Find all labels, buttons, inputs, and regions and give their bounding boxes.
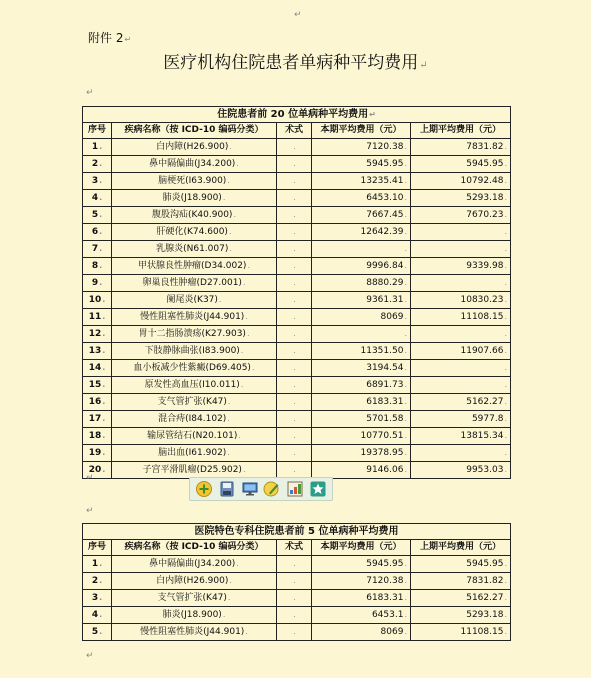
header-cell: 上期平均费用（元）: [411, 540, 511, 556]
table-header-row: [83, 540, 511, 556]
document-title: 医疗机构住院患者单病种平均费用↵: [163, 53, 428, 73]
surgery-method: .: [277, 360, 312, 377]
surgery-method: .: [277, 309, 312, 326]
surgery-method: .: [277, 445, 312, 462]
disease-name: 输尿管结石(N20.101).: [112, 428, 277, 445]
row-number: 16.: [83, 394, 112, 411]
previous-cost: .: [411, 377, 511, 394]
add-icon[interactable]: [195, 480, 213, 498]
previous-cost: .: [411, 360, 511, 377]
surgery-method: .: [277, 173, 312, 190]
row-number: 18.: [83, 428, 112, 445]
surgery-method: .: [277, 624, 312, 641]
table-row: [83, 445, 511, 462]
table-row: [83, 607, 511, 624]
surgery-method: .: [277, 556, 312, 573]
row-number: 19.: [83, 445, 112, 462]
previous-cost: .: [411, 241, 511, 258]
table-row: [83, 343, 511, 360]
surgery-method: .: [277, 224, 312, 241]
previous-cost: 11108.15.: [411, 309, 511, 326]
row-number: 9.: [83, 275, 112, 292]
table-row: [83, 207, 511, 224]
surgery-method: .: [277, 190, 312, 207]
row-number: 12.: [83, 326, 112, 343]
surgery-method: .: [277, 411, 312, 428]
annex-label: 附件 2↵: [88, 31, 132, 45]
header-cell: 疾病名称（按 ICD-10 编码分类）: [112, 540, 277, 556]
previous-cost: 10830.23.: [411, 292, 511, 309]
row-number: 2.: [83, 156, 112, 173]
disease-name: 脑出血(I61.902).: [112, 445, 277, 462]
disease-name: 肺炎(J18.900).: [112, 607, 277, 624]
row-number: 15.: [83, 377, 112, 394]
table-row: [83, 241, 511, 258]
paragraph-mark: ↵: [86, 651, 94, 661]
table-row: [83, 309, 511, 326]
specialty-cost-table: [82, 523, 511, 641]
row-number: 14.: [83, 360, 112, 377]
disease-name: 乳腺炎(N61.007).: [112, 241, 277, 258]
surgery-method: .: [277, 377, 312, 394]
surgery-method: .: [277, 156, 312, 173]
row-number: 3.: [83, 173, 112, 190]
edit-icon[interactable]: [263, 480, 281, 498]
table-row: [83, 573, 511, 590]
header-cell: 疾病名称（按 ICD-10 编码分类）: [112, 123, 277, 139]
disease-name: 鼻中隔偏曲(J34.200).: [112, 556, 277, 573]
disease-name: 支气管扩张(K47).: [112, 590, 277, 607]
previous-cost: 11108.15.: [411, 624, 511, 641]
table-row: [83, 292, 511, 309]
current-cost: 8069.: [312, 624, 411, 641]
row-number: 7.: [83, 241, 112, 258]
monitor-icon[interactable]: [241, 480, 259, 498]
paragraph-mark: ↵: [294, 10, 302, 20]
current-cost: 6183.31.: [312, 590, 411, 607]
current-cost: 6453.1.: [312, 607, 411, 624]
row-number: 13.: [83, 343, 112, 360]
surgery-method: .: [277, 292, 312, 309]
table-row: [83, 377, 511, 394]
previous-cost: 5293.18.: [411, 190, 511, 207]
header-cell: 序号: [83, 540, 112, 556]
table-row: [83, 624, 511, 641]
disease-name: 甲状腺良性肿瘤(D34.002).: [112, 258, 277, 275]
previous-cost: .: [411, 224, 511, 241]
surgery-method: .: [277, 139, 312, 156]
current-cost: .: [312, 326, 411, 343]
current-cost: 19378.95.: [312, 445, 411, 462]
row-number: 1.: [83, 556, 112, 573]
current-cost: 6891.73.: [312, 377, 411, 394]
disease-name: 阑尾炎(K37).: [112, 292, 277, 309]
single-disease-cost-table: [82, 106, 511, 479]
header-cell: 术式: [277, 540, 312, 556]
surgery-method: .: [277, 275, 312, 292]
row-number: 6.: [83, 224, 112, 241]
table-caption: 住院患者前 20 位单病种平均费用↵: [83, 107, 511, 123]
surgery-method: .: [277, 394, 312, 411]
table-row: [83, 411, 511, 428]
paragraph-mark: ↵: [86, 473, 94, 483]
table-row: [83, 428, 511, 445]
previous-cost: 5162.27.: [411, 590, 511, 607]
current-cost: 5945.95.: [312, 156, 411, 173]
table-row: [83, 173, 511, 190]
previous-cost: 5945.95.: [411, 556, 511, 573]
previous-cost: 5162.27.: [411, 394, 511, 411]
current-cost: 8880.29.: [312, 275, 411, 292]
current-cost: 8069.: [312, 309, 411, 326]
disease-name: 白内障(H26.900).: [112, 573, 277, 590]
surgery-method: .: [277, 343, 312, 360]
current-cost: .: [312, 241, 411, 258]
table-row: [83, 275, 511, 292]
header-cell: 上期平均费用（元）: [411, 123, 511, 139]
disease-name: 下肢静脉曲张(I83.900).: [112, 343, 277, 360]
disease-name: 胃十二指肠溃疡(K27.903).: [112, 326, 277, 343]
previous-cost: 9339.98.: [411, 258, 511, 275]
table-row: [83, 462, 511, 479]
disease-name: 脑梗死(I63.900).: [112, 173, 277, 190]
disease-name: 原发性高血压(I10.011).: [112, 377, 277, 394]
disease-name: 鼻中隔偏曲(J34.200).: [112, 156, 277, 173]
row-number: 17.: [83, 411, 112, 428]
table-caption-row: [83, 107, 511, 123]
save-icon[interactable]: [218, 480, 236, 498]
current-cost: 9146.06.: [312, 462, 411, 479]
table-row: [83, 326, 511, 343]
surgery-method: .: [277, 326, 312, 343]
table-row: [83, 224, 511, 241]
row-number: 3.: [83, 590, 112, 607]
table-body: [83, 556, 511, 641]
current-cost: 7667.45.: [312, 207, 411, 224]
table-row: [83, 556, 511, 573]
previous-cost: 7831.82.: [411, 139, 511, 156]
current-cost: 5701.58.: [312, 411, 411, 428]
row-number: 4.: [83, 190, 112, 207]
disease-name: 肺炎(J18.900).: [112, 190, 277, 207]
surgery-method: .: [277, 590, 312, 607]
paragraph-mark: ↵: [86, 506, 94, 516]
table-row: [83, 360, 511, 377]
current-cost: 3194.54.: [312, 360, 411, 377]
disease-name: 子宫平滑肌瘤(D25.902).: [112, 462, 277, 479]
previous-cost: 10792.48.: [411, 173, 511, 190]
header-cell: 序号: [83, 123, 112, 139]
current-cost: 6183.31.: [312, 394, 411, 411]
disease-name: 白内障(H26.900).: [112, 139, 277, 156]
surgery-method: .: [277, 573, 312, 590]
floating-toolbar: [189, 477, 333, 501]
current-cost: 7120.38.: [312, 573, 411, 590]
previous-cost: 9953.03.: [411, 462, 511, 479]
disease-name: 混合痔(I84.102).: [112, 411, 277, 428]
current-cost: 5945.95.: [312, 556, 411, 573]
table-body: [83, 139, 511, 479]
previous-cost: 5945.95.: [411, 156, 511, 173]
previous-cost: 11907.66.: [411, 343, 511, 360]
previous-cost: 7831.82.: [411, 573, 511, 590]
disease-name: 血小板减少性紫癜(D69.405).: [112, 360, 277, 377]
table-caption-row: [83, 524, 511, 540]
header-cell: 术式: [277, 123, 312, 139]
surgery-method: .: [277, 462, 312, 479]
chart-icon[interactable]: [286, 480, 304, 498]
row-number: 5.: [83, 207, 112, 224]
row-number: 20.: [83, 462, 112, 479]
table-row: [83, 590, 511, 607]
disease-name: 慢性阻塞性肺炎(J44.901).: [112, 309, 277, 326]
surgery-method: .: [277, 428, 312, 445]
previous-cost: .: [411, 326, 511, 343]
row-number: 1.: [83, 139, 112, 156]
previous-cost: .: [411, 445, 511, 462]
surgery-method: .: [277, 207, 312, 224]
current-cost: 13235.41.: [312, 173, 411, 190]
table-header-row: [83, 123, 511, 139]
table-row: [83, 190, 511, 207]
surgery-method: .: [277, 241, 312, 258]
previous-cost: 7670.23.: [411, 207, 511, 224]
previous-cost: .: [411, 275, 511, 292]
current-cost: 6453.10.: [312, 190, 411, 207]
table-row: [83, 258, 511, 275]
disease-name: 卵巢良性肿瘤(D27.001).: [112, 275, 277, 292]
row-number: 11.: [83, 309, 112, 326]
disease-name: 支气管扩张(K47).: [112, 394, 277, 411]
current-cost: 12642.39.: [312, 224, 411, 241]
row-number: 5.: [83, 624, 112, 641]
current-cost: 9996.84.: [312, 258, 411, 275]
row-number: 4.: [83, 607, 112, 624]
current-cost: 11351.50.: [312, 343, 411, 360]
disease-name: 肝硬化(K74.600).: [112, 224, 277, 241]
star-icon[interactable]: [309, 480, 327, 498]
header-cell: 本期平均费用（元）: [312, 123, 411, 139]
row-number: 8.: [83, 258, 112, 275]
disease-name: 腹股沟疝(K40.900).: [112, 207, 277, 224]
disease-name: 慢性阻塞性肺炎(J44.901).: [112, 624, 277, 641]
table-row: [83, 156, 511, 173]
previous-cost: 13815.34.: [411, 428, 511, 445]
current-cost: 9361.31.: [312, 292, 411, 309]
table-row: [83, 394, 511, 411]
previous-cost: 5293.18.: [411, 607, 511, 624]
header-cell: 本期平均费用（元）: [312, 540, 411, 556]
paragraph-mark: ↵: [86, 88, 94, 98]
row-number: 2.: [83, 573, 112, 590]
current-cost: 10770.51.: [312, 428, 411, 445]
previous-cost: 5977.8.: [411, 411, 511, 428]
surgery-method: .: [277, 607, 312, 624]
table-caption: 医院特色专科住院患者前 5 位单病种平均费用: [83, 524, 511, 540]
surgery-method: .: [277, 258, 312, 275]
current-cost: 7120.38.: [312, 139, 411, 156]
row-number: 10.: [83, 292, 112, 309]
table-row: [83, 139, 511, 156]
